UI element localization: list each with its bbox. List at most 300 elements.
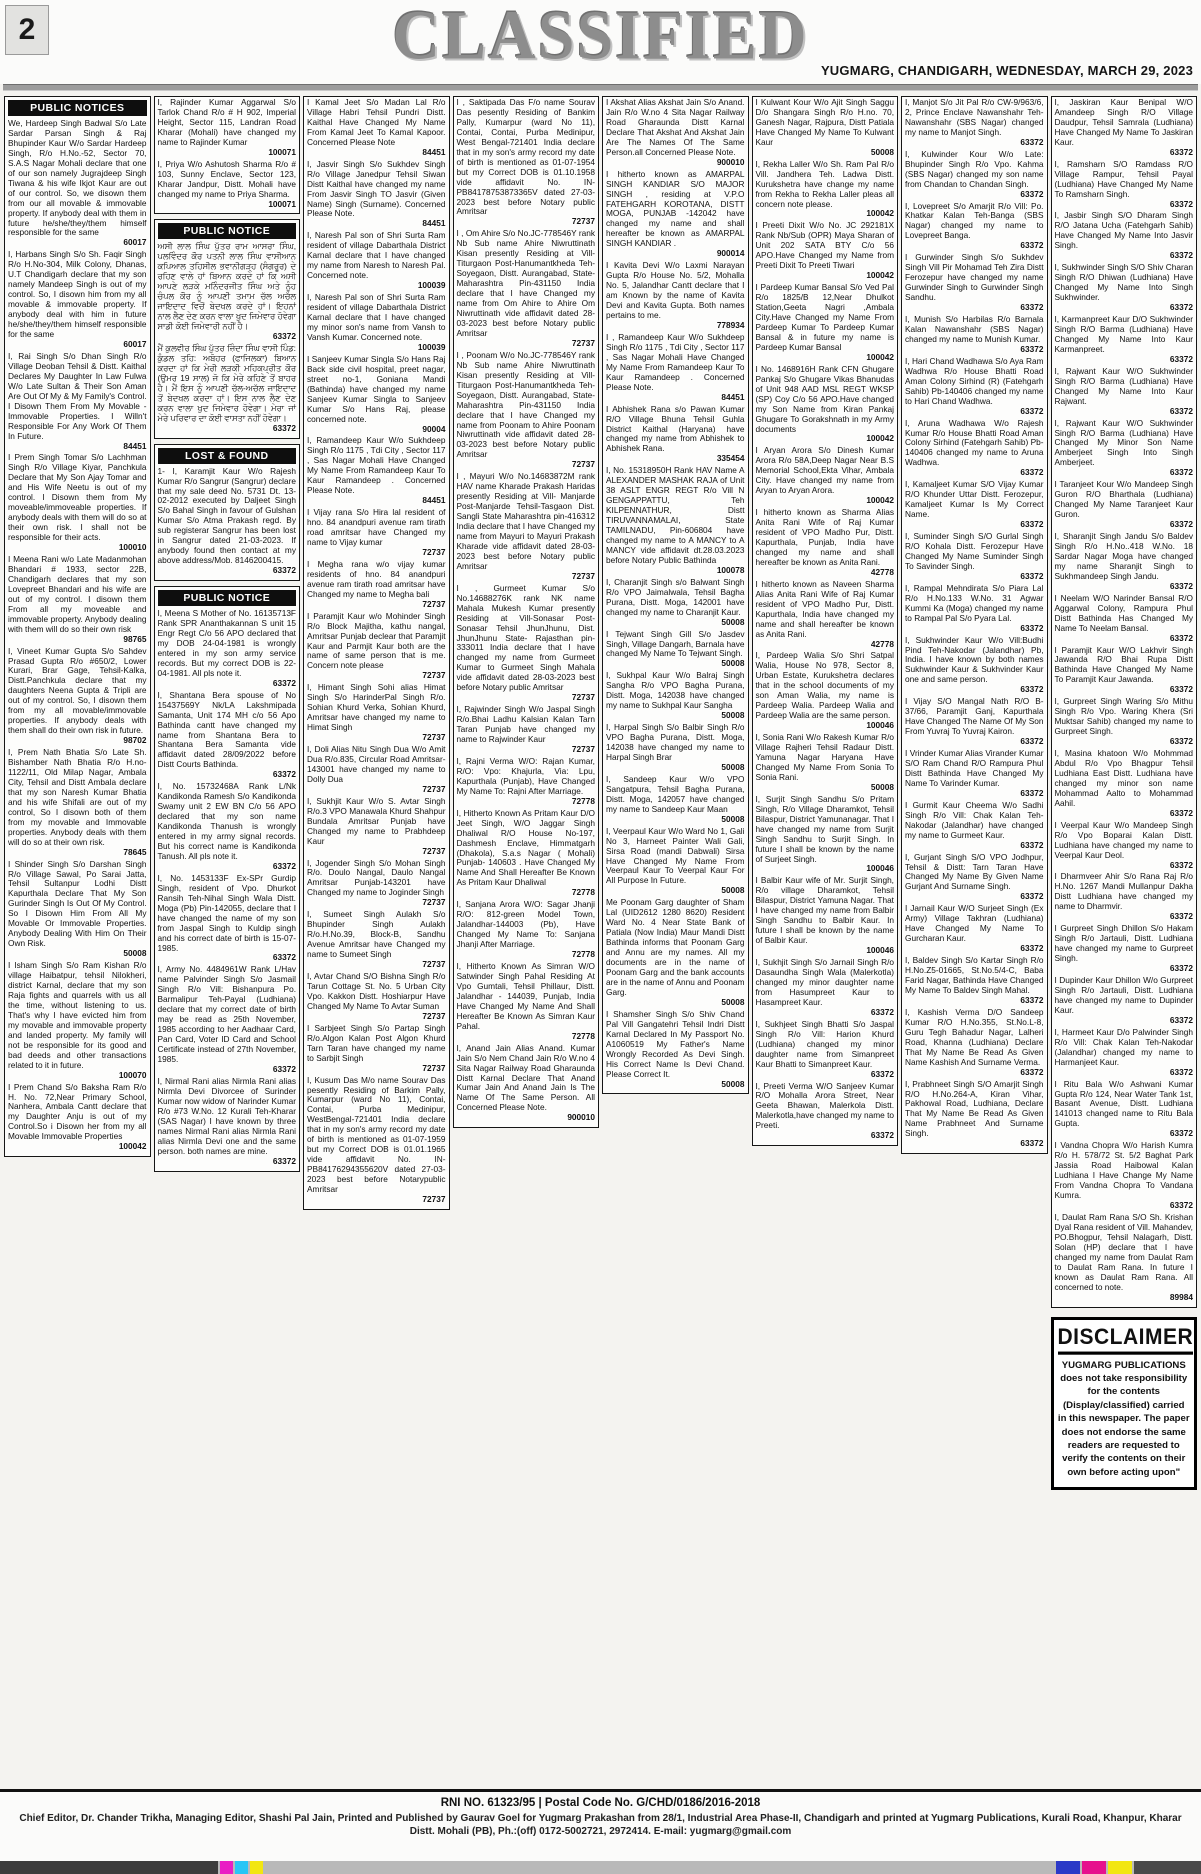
classified-ad-text: I Gurmit Kaur Cheema W/o Sadhi Singh R/o Vill: Chak Kalan Teh-Nakodar (Jalandhar) have changed my name to Gurmeet Kaur. (905, 799, 1044, 840)
classified-ad (1055, 419, 1194, 479)
classified-ad-text: I, Sukhpal Kaur W/o Balraj Singh Sangha R/o VPO Bagha Purana, Distt. Moga, 142038 have changed my name to Sukhpal Kaur Sangha (606, 670, 745, 711)
classified-ad (1055, 924, 1194, 974)
masthead (0, 0, 1201, 84)
classified-ad-id: 63372 (1020, 1138, 1044, 1149)
classified-ad (1055, 160, 1194, 210)
classified-ad (307, 160, 446, 230)
section-box (4, 96, 151, 1157)
classified-ad-text: I, Rajni Verma W/O: Rajan Kumar, R/O: Vpo: Khajurla, Via: Lpu, Kapurthala (Punjab), Have Changed My Name To: Rajni After Marriage. (456, 755, 595, 796)
classified-ad-text: I, Charanjit Singh s/o Balwant Singh R/o VPO Jaimalwala, Tehsil Bagha Purana, Distt. Moga, 142001 have changed my name to Charanjit Kaur. (606, 576, 745, 617)
classified-ad-text: I Megha rana w/o vijay kumar residents of hno. 84 anandpuri avenue ram tirath road amritsar have Changed my name to Megha bali (307, 558, 446, 599)
classified-ad-text: I , Saktipada Das F/o name Sourav Das pesently Residing of Bankim Pally, Kumarpur (ward No 11), Contai, Contai, Purba Medinipur, West Bengal-721401 India declare that in my son's army record my date of birth is mentioned as 01-07-1954 but my Correct DOB is 01.10.1958 vide affidavit No. IN-PB84178753873365V dated 27-03-2023 best before Notary public Amritsar (456, 97, 595, 217)
classified-ad-text: I, Doli Alias Nitu Singh Dua W/o Amit Dua R/o.835, Circular Road Amritsar-143001 have changed my name to Dolly Dua (307, 744, 446, 784)
classified-ad (756, 795, 895, 875)
classified-ad-id: 63372 (1169, 1128, 1193, 1139)
classified-ad-id: 100046 (866, 720, 894, 731)
section-header: PUBLIC NOTICE (158, 223, 297, 239)
classified-ad-id: 42778 (870, 638, 894, 649)
classified-ad-text: I Gurpreet Singh Dhillon S/o Hakam Singh R/o Jartauli, Distt. Ludhiana have changed my name to Gurpreet Singh. (1054, 923, 1193, 964)
classified-ad-id: 60017 (123, 338, 147, 349)
classified-ad (606, 405, 745, 465)
classified-ad (756, 446, 895, 506)
section-box (453, 96, 600, 1128)
registration-swatch-yellow-left (250, 1861, 263, 1874)
classified-ad-text: We, Hardeep Singh Badwal S/o Late Sardar Parsan Singh & Raj Bhupinder Kaur W/o Sardar Hardeep Singh, R/o H.No.-52, Sector 70, S.A.S Nagar Mohali declare that one of our son namely Jugrajdeep Singh Tiwana & his wife Ikjot Kaur are out of our control. So, we disown them from our all movable & immovable property. If anybody deal with them in future he/she/they/them himself responsible for the same (8, 118, 147, 238)
classified-ad-text: I Isham Singh S/o Ram Kishan R/o village Haibatpur, tehsil Nilokheri, district Karnal, declare that my son Raja fights and quarrels with us all the time, without listening to us. That's why I have evicted him from my movable and immovable property and landed property. My family will not be responsible for its good and bad deeds and other transactions related to it in future. (8, 960, 147, 1070)
classified-ad-id: 78645 (123, 846, 147, 857)
classified-ad (905, 1080, 1044, 1150)
classified-ad-id: 100039 (417, 280, 446, 291)
classified-ad-id: 72737 (422, 845, 446, 856)
classified-ad (8, 1083, 147, 1153)
classified-ad-id: 100071 (268, 198, 296, 209)
classified-ad-id: 63372 (1169, 198, 1193, 209)
classified-ad (756, 733, 895, 793)
column-5 (602, 96, 749, 1094)
classified-ad-text: I Meena Rani w/o Late Madanmohan Bhandari # 1933, sector 22B, Chandigarh declares that my son Lovepreet Bhandari and his wife are out of my control. I disown them From all my moveable and immovable property. Anybody dealing with them will do so their own risk (8, 553, 147, 634)
classified-ad-text: I, Jasvir Singh S/o Sukhdev Singh R/o Village Janedpur Tehsil Siwan Distt Kaithal have changed my name From Jasvir Singh TO Jasvir (Given Name) Singh (Surname). Concerned Please Note. (307, 158, 446, 219)
classified-ad (1055, 1141, 1194, 1211)
classified-ad-id: 72737 (571, 216, 595, 227)
classified-ad-id: 63372 (1169, 911, 1193, 922)
classified-ad-text: I, Veerpaul Kaur W/o Ward No 1, Gali No 3, Harneet Painter Wali Gali, Sirsa Road (mandi Dabwali) Sirsa Have Changed My Name From Veerpaul Kaur To Veerpal Kaur For All Purpose In Future. (606, 825, 745, 886)
classified-ad-text: I, Sukhjeet Singh Bhatti S/o Jaspal Singh R/o Vill: Harion Khurd (Ludhiana) changed my minor daughter name from Simanpreet Kaur Bhatti to Simanpreet Kaur. (755, 1018, 894, 1069)
classified-ad-text: I Gurwinder Singh S/o Sukhdev Singh Vill Pir Mohamad Teh Zira Distt Ferozepur have changed my name Gurwinder Singh to Gurwinder Singh Sandhu. (905, 252, 1044, 303)
classified-ad-text: I, Kashish Verma D/O Sandeep Kumar R/O H.No.355, St.No.L-8, Guru Tegh Bahadur Nagar, Lalheri Road, Khanna (Ludhiana) Declare That My Name Be Read As Given Name Kashish And Surname Verma. (905, 1006, 1044, 1067)
classified-ad-text: I, Hari Chand Wadhawa S/o Aya Ram Wadhwa R/o House Bhatti Road Aman Colony Sirhind (R) (Fatehgarh Sahib) Pb-140406 changed my name to Hari Chand Wadhwa. (905, 355, 1044, 406)
classified-ad-id: 72737 (422, 897, 446, 908)
classified-ad-id: 50008 (721, 616, 745, 627)
classified-ad (905, 584, 1044, 634)
classified-ad-text: I, No. 1453133F Ex-SPr Gurdip Singh, resident of Vpo. Dhurkot Ransih Teh-Nihal Singh Wala Distt. Moga (Pb) Pin-142055, declare that I have changed the name of my son from Jaspal Singh to Kuldip singh and his correct date of birth is 15-07-1985. (157, 872, 296, 953)
classified-ad-text: I, Harmeet Kaur D/o Palwinder Singh R/o Vill: Chak Kalan Teh-Nakodar (Jalandhar) changed my name to Harmanjeet Kaur. (1054, 1026, 1193, 1067)
classified-ad (307, 293, 446, 353)
classified-ad-text: I, Sandeep Kaur W/o VPO Sangatpura, Tehsil Bagha Purana, Distt. Moga, 142057 have changed my name to Sandeep Kaur Maan (606, 773, 745, 814)
registration-swatch-blue (1056, 1861, 1080, 1874)
classified-ad (606, 723, 745, 773)
classified-ad-id: 72778 (571, 795, 595, 806)
classified-ad-id: 63372 (1020, 787, 1044, 798)
classified-ad (8, 961, 147, 1080)
classified-ad-id: 84451 (123, 440, 147, 451)
classified-ad (158, 160, 297, 210)
classified-ad-id: 63372 (1020, 994, 1044, 1005)
classified-ad-id: 63372 (1169, 684, 1193, 695)
classified-ad (606, 827, 745, 897)
classified-ad-text: I, Pardeep Walia S/o Shri Satpal Walia, House No 978, Sector 8, Urban Estate, Kurukshetra declares that in the school documents of my son Aman Walia, my name is Pardeep Walia. Pardeep Walia and Pardeep Walia are the same person. (755, 650, 894, 721)
classified-ad-text: I hitherto known as Sharma Alias Anita Rani Wife of Raj Kumar resident of VPO Madho Pur, Distt. Kapurthala, Punjab, India have changed my name and shall hereafter be known as Anita Rani. (755, 507, 894, 567)
classified-ad (1055, 821, 1194, 871)
classified-ad (457, 705, 596, 755)
classified-ad (457, 98, 596, 227)
classified-ad-id: 63372 (1020, 943, 1044, 954)
classified-ad-id: 72737 (422, 783, 446, 794)
classified-ad-id: 72737 (422, 732, 446, 743)
classified-ad-text: I, Aruna Wadhawa W/o Rajesh Kumar R/o House Bhatti Road Aman Colony Sirhind (Fatehgarh Sahib) Pb-140406 changed my name to Aruna Wadhwa. (905, 417, 1044, 468)
classified-ad-id: 335454 (716, 453, 745, 464)
classified-ad (457, 757, 596, 807)
classified-ad (307, 910, 446, 970)
classified-ad-text: I hitherto known as Naveen Sharma Alias Anita Rani Wife of Raj Kumar resident of VPO Madho Pur, Distt. Kapurthala, India have changed my name and shall hereafter be known as Anita Rani. (755, 578, 894, 639)
classified-ad-id: 50008 (870, 146, 894, 157)
classified-ad (905, 532, 1044, 582)
classified-ad-text: I, Surjit Singh Sandhu S/o Pritam Singh, R/o Village Dharamkot, Tehsil Bilaspur, District Yamunanagar. That I have changed my name from Surjit Singh Sandhu to Surjit Singh. In future I shall be known by the name of Surjeet Singh. (755, 793, 894, 864)
classified-ad-text: I, Prabhneet Singh S/O Amarjit Singh R/O H.No.264-A, Kiran Vihar, Pakhowal Road, Ludhiana, Declare That My Name Be Read As Given Name Prabhneet And Surname Singh. (905, 1078, 1044, 1139)
disclaimer-body: YUGMARG PUBLICATIONS does not take responsibility for the contents (Display/classified) carried in this newspaper. The paper does not endorse the same readers are requested to verify the contents on their own before acting upon" (1057, 1359, 1190, 1478)
classified-ad-id: 63372 (1169, 353, 1193, 364)
classified-ad-id: 63372 (1020, 891, 1044, 902)
classified-ad (8, 860, 147, 960)
footer-imprint-line: Chief Editor, Dr. Chander Trikha, Managing Editor, Shashi Pal Jain, Printed and Published by Gaurav Goel for Yugmarg Prakashan from 28/1, Industrial Area Phase-II, Chandigarh and printed at Yugmarg Publications, Kurali Road, Khanpur, Kharar Distt. Mohali (PB), Ph.:(off) 0172-5002721, 2972414. E-mail: yugmarg@gmail.com (19, 1813, 1182, 1837)
classified-ad (905, 150, 1044, 200)
classified-ad (8, 453, 147, 553)
classified-ad-id: 60017 (123, 237, 147, 248)
classified-ad (158, 965, 297, 1074)
classified-ad-id: 72778 (571, 887, 595, 898)
classified-ad-id: 100042 (866, 351, 894, 362)
classified-ad (606, 333, 745, 403)
classified-ad (905, 904, 1044, 954)
classified-ad-text: I, Rekha Laller W/o Sh. Ram Pal R/o Vill. Jandhera Teh. Ladwa Distt. Kurukshetra have change my name from Rekha to Rekha Laller pleas all concern note please. (755, 158, 894, 209)
classified-ad-id: 63372 (272, 1155, 296, 1166)
classified-ad (756, 98, 895, 158)
classified-ad-text: I, Anand Jain Alias Anand. Kumar Jain S/o Nem Chand Jain R/o W.no 4 Sita Nagar Railway Road Gharaunda Distt Karnal Declare That Anand Kumar Jain And Anand Jain Is The Name Of The Same Person. All Concerned Please Note. (456, 1042, 595, 1113)
classified-ad-text: I, Sukhwinder Kaur W/o Vill:Budhi Pind Teh-Nakodar (Jalandhar) Pb, India. I have known by both names Sukhwinder Kaur & Sukhvinder Kaur one and same person. (905, 634, 1044, 685)
classified-ad-id: 63372 (870, 1068, 894, 1079)
classified-ad (905, 853, 1044, 903)
disclaimer-box (1051, 1317, 1198, 1491)
classified-ad (905, 480, 1044, 530)
classified-ad (307, 231, 446, 291)
classified-ad-text: I, Gurjant Singh S/O VPO Jodhpur, Tehsil & Distt: Tarn Taran Have Changed My Name By Given Name Gurjant And Surname Singh. (905, 851, 1044, 892)
section-box (154, 444, 301, 581)
classified-ad-id: 50008 (870, 781, 894, 792)
classified-ad (1055, 532, 1194, 592)
classified-ad-id: 50008 (721, 658, 745, 669)
classified-ad (457, 229, 596, 348)
classified-ad (158, 242, 297, 342)
classified-ad-id: 100042 (118, 1141, 147, 1152)
registration-swatch-dark-right (1134, 1861, 1201, 1874)
registration-swatch-dark-left (0, 1861, 218, 1874)
classified-ad (1055, 480, 1194, 530)
classified-ad-id: 63372 (1020, 736, 1044, 747)
classified-ad-id: 63372 (272, 769, 296, 780)
classified-ad-text: I hitherto known as AMARPAL SINGH KANDIAR S/O MAJOR SINGH , residing at V.P.O FATEHGARH KOROTANA, DISTT MOGA, PUNJAB -142042 have changed my name and shall hereafter be known as AMARPAL SINGH KANDIAR . (606, 168, 745, 249)
classified-ad (307, 745, 446, 795)
classified-ad (457, 809, 596, 899)
classified-ad-id: 98702 (123, 735, 147, 746)
classified-ad-id: 72737 (422, 1062, 446, 1073)
registration-swatch-cyan-left (235, 1861, 248, 1874)
classified-ad-text: I Jarnail Kaur W/O Surjeet Singh (Ex Army) Village Takhran (Ludhiana) Have Changed My Name To Gurcharan Kaur. (905, 903, 1044, 944)
classified-ad (905, 419, 1044, 479)
classified-ad-id: 900010 (716, 156, 745, 167)
classified-ad-text: I, Himant Singh Sohi alias Himat Singh S/o HarinderPal Singh R/o. Sohian Khurd Verka, Sohian Khurd, Amritsar have changed my name to Himat Singh (307, 682, 446, 733)
section-header: PUBLIC NOTICES (8, 100, 147, 116)
classified-ad (8, 352, 147, 452)
classified-ad-text: I Ritu Bala W/o Ashwani Kumar Gupta R/o 124, Near Water Tank 1st, Basant Avenue, Distt. Ludhiana 141013 changed name to Ritu Bala Gupta. (1054, 1078, 1193, 1129)
classified-ad-text: I Abhishek Rana s/o Pawan Kumar R/O Village Bhuna Tehsil Guhla District Kaithal (Haryana) have changed my name from Abhishek to Abhishek Rana. (606, 403, 745, 454)
classified-ad (905, 315, 1044, 355)
classified-ad-id: 89984 (1169, 1291, 1193, 1302)
classified-ad (1055, 315, 1194, 365)
classified-ad (1055, 98, 1194, 158)
classified-ad-id: 50008 (123, 948, 147, 959)
classified-ad (606, 898, 745, 1007)
classified-ad (756, 1020, 895, 1080)
classified-ad (158, 609, 297, 689)
section-box (303, 96, 450, 1210)
classified-ad-id: 100042 (866, 433, 894, 444)
classified-ad-id: 63372 (1169, 467, 1193, 478)
classified-ad (307, 797, 446, 857)
classified-ad (1055, 594, 1194, 644)
classified-ad-id: 63372 (1020, 1066, 1044, 1077)
classified-ad (756, 160, 895, 220)
classified-ad (606, 466, 745, 575)
classified-ad (905, 98, 1044, 148)
classified-ad-id: 900014 (716, 248, 745, 259)
classified-ad-text: I, Manjot S/o Jit Pal R/o CW-9/963/6, 2, Prince Enclave Nawanshahr Teh-Nawanshahr (SBS Nagar) changed my name to Manjot Singh. (905, 97, 1044, 137)
page-title: CLASSIFIED (392, 0, 809, 75)
classified-ad-id: 84451 (422, 146, 446, 157)
classified-ad-text: I , Om Ahire S/o No.JC-778546Y rank Nb Sub name Ahire Niwruttinath Kisan presently Residing at Vill-Titurgaon Post-Hanumantkheda Teh-Soyegaon, Distt. Aurangabad, State- Maharashtra Pin-431150 India declare that I have Changed my name from Om Ahire to Ahire Om Niwruttinath vide affidavit dated 28-03-2023 best before Notary public Amritsar (456, 228, 595, 338)
section-box (752, 96, 899, 1146)
classified-ad (905, 1008, 1044, 1078)
classified-ad-text: I Vijay S/O Mangal Nath R/O B-37/66, Paramjit Ganj, Kapurthala Have Changed The Name Of My Son From Yuvraj To Yuvraj Kairon. (905, 696, 1044, 737)
disclaimer-title: DISCLAIMER (1058, 1325, 1194, 1354)
classified-ad (307, 436, 446, 506)
masthead-rule (3, 84, 1198, 91)
classified-ad (756, 221, 895, 281)
classified-ad-text: I, Karmanpreet Kaur D/O Sukhwinder Singh R/O Barma (Ludhiana) Have Changed My Name Into Kaur Karmanpreet. (1054, 314, 1193, 354)
classified-ad (307, 355, 446, 435)
classified-ad (158, 874, 297, 964)
classified-ad-text: I, Jaskiran Kaur Benipal W/O Amandeep Singh R/O Village Daudpur, Tehsil Samrala (Ludhiana) Have Changed My Name To Jaskiran Kaur. (1054, 97, 1193, 147)
classified-ad-id: 63372 (1169, 302, 1193, 313)
classified-ad-id: 42778 (870, 566, 894, 577)
classified-ad-text: I, Naresh Pal son of Shri Surta Ram resident of village Dabarthala District Karnal declare that I have changed my minor son's name from Vansh to Vansh Kumar. Concerned note. (307, 292, 446, 342)
classified-ad (606, 671, 745, 721)
classified-ad-text: I Pardeep Kumar Bansal S/o Ved Pal R/o 1825/B 12,Near Dhulkot Station,Geeta Nagri ,Ambala City.Have Changed my Name From Pardeep Kumar To Pardeep Kumar Bansal & in future my name is Pardeep Kumar Bansal (755, 282, 894, 352)
classified-ad-id: 63372 (1020, 188, 1044, 199)
classified-ad-id: 100071 (268, 146, 296, 157)
classified-ad-text: I Balbir Kaur wife of Mr. Surjit Singh, R/o village Dharamkot, Tehsil Bilaspur, District Yamuna Nagar. That I have changed my name from Balbir Singh Sandhu to Balbir Kaur. In future I shall be known by the name of Balbir Kaur. (755, 875, 894, 946)
classified-ad (606, 775, 745, 825)
classified-ad-id: 900010 (567, 1112, 595, 1123)
classified-ad (756, 1082, 895, 1142)
classified-ad-text: I, Gurpreet Singh Waring S/o Mithu Singh R/o Vpo. Waring Khera (Sri Muktsar Sahib) changed my name to Gurpreet Singh. (1054, 696, 1193, 737)
classified-ad-id: 63372 (272, 677, 296, 688)
classified-ad-text: I, Prem Nath Bhatia S/o Late Sh. Bishamber Nath Bhatia R/o H.no-1122/11, Old Milap Nagar, Ambala City, Tehsil and Distt Ambala declare that my son Naresh Kumar Bhatia and his wife Shifali are out of my control, So I disown both of them from my movable and Immovable properties. Anybody deals with them will do so at their own risk. (8, 747, 147, 847)
classified-ad (1055, 1213, 1194, 1303)
classified-ad-text: I, Rajinder Kumar Aggarwal S/o Tarlok Chand R/o # H 902, Imperial Height, Sector 115, Landran Road Kharar (Mohali) have changed my name to Rajinder Kumar (157, 97, 296, 147)
classified-ad (905, 202, 1044, 252)
classified-ad (307, 508, 446, 558)
classified-ad-text: I, Rampal Mehndirata S/o Piara Lal R/o H.No.133 W.No. 31 Agwar Kummi Ka (Moga) changed my name to Rampal Pal S/o Pyara Lal. (905, 582, 1044, 623)
classified-ad-id: 100046 (866, 945, 894, 956)
classified-ad-text: I No. 1468916H Rank CFN Ghugare Pankaj S/o Ghugare Vikas Bhanudas of Unit 948 AAD MSL REGT WKSP (SP) Coy C/o 56 APO.Have changed my Son Name from Kiran Pankaj Ghugare To Gorakshnath in my Army documents (755, 363, 894, 434)
classified-ad (905, 636, 1044, 696)
column-4 (453, 96, 600, 1128)
classified-ad (1055, 872, 1194, 922)
classified-ad-id: 63372 (272, 565, 296, 576)
classified-ad (905, 697, 1044, 747)
classified-ad-text: 1- I, Karamjit Kaur W/o Rajesh Kumar R/o Sangrur (Sangrur) declare that my sale deed No. 5731 Dt. 13-02-2012 executed by Daljeet Singh S/o Bahal Singh in favour of Gulshan Kumar S/o Atma Prakash regd. By sub registerar Sangrur has been lost in Sangrur dated 21-03-2023. If anybody found then contact at my above address/Mob. 8146200415. (157, 465, 296, 566)
classified-ad-id: 63372 (1020, 467, 1044, 478)
classified-ad (457, 962, 596, 1042)
classified-ad-text: I, Priya W/o Ashutosh Sharma R/o # 103, Sunny Enclave, Sector 123, Kharar Jandpur, Distt. Mohali have changed my name to Priya Sharma. (157, 158, 296, 199)
classified-ad-text: I, Sanjana Arora W/O: Sagar Jhanji R/O: 812-green Model Town, Jalandhar-144003 (Pb), Have Changed My Name To: Sanjana Jhanji After Marriage. (456, 899, 595, 950)
classified-ad-text: I, Masina khatoon W/o Mohmmad Abdul R/o Vpo Bhagpur Tehsil Ludhiana East Distt. Ludhiana have changed my minor son name Mohammad Aalto to Mohammad Aahil. (1054, 748, 1193, 808)
classified-ad-id: 63372 (1169, 1066, 1193, 1077)
dateline: YUGMARG, CHANDIGARH, WEDNESDAY, MARCH 29, 2023 (820, 63, 1193, 78)
classified-ad (307, 612, 446, 682)
classified-ad-text: I Prem Singh Tomar S/o Lachhman Singh R/o Village Kiyar, Panchkula Declare that My Son Ajay Tomar and and His Wife Neetu is out of my control. I Disown them from My moveable/immoveable properties. If anybody deals with them will do so at their own risk. I shall not be responsible for their acts. (8, 452, 147, 543)
classified-ad-text: I, Rajwant Kaur W/O Sukhwinder Singh R/O Barma (Ludhiana) Have Changed My Minor Son Name Amberjeet Singh Into Singh Amberjeet. (1054, 417, 1193, 468)
classified-ad-id: 63372 (1169, 405, 1193, 416)
classified-ad (8, 250, 147, 350)
classified-ad (1055, 1028, 1194, 1078)
classified-ad-text: I, Rai Singh S/o Dhan Singh R/o Village Deoban Tehsil & Distt. Kaithal Declares My Daughter In Law Fulwa W/o Late Sultan & Their Son Aman Are Out Of My & My Family's Control. I Disown Them From My Movable - Immovable Properties. I Willn't Responsible For Any Work Of Them In Future. (8, 350, 147, 441)
classified-ad (307, 1076, 446, 1205)
classified-ad-text: I, Avtar Chand S/O Bishna Singh R/o Tarun Cottage St. No. 5 Urban City Vpo. Kakkon Distt. Hoshiarpur Have Changed My Name To Avtar Suman (307, 971, 446, 1011)
classified-ad-text: I Paramjit Kaur W/O Lakhvir Singh Jawanda R/O Bhai Rupa Distt Bathinda Have Changed My Name To Paramjit Kaur Jawanda. (1054, 644, 1193, 685)
section-box (154, 219, 301, 438)
classified-ad (307, 972, 446, 1022)
classified-ad-id: 50008 (721, 996, 745, 1007)
classified-ad (158, 782, 297, 872)
classified-ad (756, 958, 895, 1018)
column-6 (752, 96, 899, 1146)
classified-ad (756, 365, 895, 445)
classified-ad-id: 63372 (1169, 859, 1193, 870)
classified-ad-id: 63372 (1020, 839, 1044, 850)
classified-ad-text: I, No. 15318950H Rank HAV Name A ALEXANDER MASHAK RAJA of Unit 38 ASLT ENGR REGT R/o Vill N GENGAPPATTU, Teh KILPENNATHUR, Distt TIRUVANNAMALAI, State TAMILNADU, Pin-606804 have changed my name to A MANCY to A MANCY vide affidavit dt.28.03.2023 before Notary Public Bathinda (606, 465, 745, 565)
classified-ad (8, 647, 147, 747)
classified-ad-id: 100042 (866, 495, 894, 506)
registration-swatch-yellow (1108, 1861, 1132, 1874)
classified-ad (1055, 749, 1194, 819)
classified-ad-id: 63372 (1020, 519, 1044, 530)
classified-ad-id: 84451 (721, 391, 745, 402)
classified-ad (457, 584, 596, 703)
page-number: 2 (5, 5, 49, 55)
classified-ad-text: I, Hitherto Known As Pritam Kaur D/O Jeet Singh, W/O Jaggar Singh Dhaliwal R/O House No-197, Dashmesh Enclave, Himmatgarh (Dhakola), S.a.s Nagar ( Mohali) Punjab- 140603 . Have Changed My Name And Shall Hereafter Be Known As Pritam Kaur Dhaliwal (456, 807, 595, 888)
classified-ad-id: 72737 (422, 1010, 446, 1021)
classified-ad (1055, 976, 1194, 1026)
classified-ad (905, 253, 1044, 313)
classified-ad (307, 560, 446, 610)
classified-ad-id: 72737 (571, 744, 595, 754)
classified-ad-text: I , Ramandeep Kaur W/o Sukhdeep Singh R/o 1175 , Tdi City , Sector 117 , Sas Nagar Mohali Have Changed My Name From Ramandeep Kaur To Kaur Ramandeep . Concerned Please Note. (606, 331, 745, 392)
classified-ad-text: I Vrinder Kumar Alias Virander Kumar S/O Ram Chand R/O Rampura Phul Distt Bathinda Have Changed My Name To Varinder Kumar. (905, 748, 1044, 788)
classified-ad-id: 63372 (1169, 1199, 1193, 1210)
classified-ad (756, 508, 895, 578)
classified-ad-text: I, Ramandeep Kaur W/o Sukhdeep Singh R/o 1175 , Tdi City , Sector 117 , Sas Nagar Mohali Have Changed My Name From Ramandeep Kaur To Kaur Ramandeep . Concerned Please Note. (307, 435, 446, 496)
classified-ad-text: I Taranjeet Kour W/o Mandeep Singh Guron R/O Bharthala (Ludhiana) Changed My Name Taranjeet Kaur Guron. (1054, 479, 1193, 520)
classified-ad (8, 748, 147, 857)
classified-ad-id: 90004 (422, 423, 446, 434)
classified-ad-text: I, Nirmal Rani alias Nirmla Rani alias Nirmla Devi Divorcee of Surinder Kumar now widow of Narinder Kumar R/o #73 W.No. 12 Kurali Teh-Kharar (SAS Nagar) I have known by three names Nirmal Rani alias Nirmla Rani alias Nirmla Devi one and the same person. both names are mine. (157, 1075, 296, 1156)
classified-ad-id: 72737 (571, 692, 595, 703)
classified-ad-text: I Kulwant Kour W/o Ajit Singh Saggu D/o Shangara Singh R/o H.no. 70, Ganesh Nagar, Rajpura, Distt Patiala Have Changed My Name To Kulwant Kaur (755, 97, 894, 147)
classified-ad-text: I , Mayuri W/o No.14683872M rank HAV name Kharade Prakash Haridas presently Residing at Vill- Manjarde Post-Manjarde Tehsil-Tasgaon Dist. Sangli State Maharashtra pin-416312 India declare that I have Changed my name from Mayuri to Mayuri Prakash Kharade vide affidavit dated 28-03-2023 best before Notary public Amritsar (456, 471, 595, 571)
classified-ad-text: I Paramjit Kaur w/o Mohinder Singh R/o Block Majitha, kathu nangal, Amritsar Punjab declear that Paramjit Kaur and Parmjit Kaur both are the name of same person that is me. Concern note please (307, 610, 446, 671)
classified-ad (307, 859, 446, 909)
classified-ad-text: ਮੈਂ ਕੁਲਵੀਰ ਸਿੰਘ ਪੁੱਤਰ ਜ਼ਿੰਦਾ ਸਿੰਘ ਵਾਸੀ ਪਿੰਡ: ਕੁੰਡਲ ਤਹਿ: ਅਬੋਹਰ (ਫਾਜਿਲਕਾ) ਬਿਆਨ ਕਰਦਾ ਹਾਂ ਕਿ ਮੇਰੀ ਲੜਕੀ ਮਹਿਕਪ੍ਰੀਤ ਕੌਰ (ਉਮਰ 19 ਸਾਲ) ਜੋ ਕਿ ਮੇਰੇ ਕਹਿਣੇ ਤੋਂ ਬਾਹਰ ਹੈ। ਮੈਂ ਇਸ ਨੂੰ ਆਪਣੀ ਚੱਲ-ਅਚੱਲ ਜਾਇਦਾਦ ਤੋਂ ਬੇਦਖਲ ਕਰਦਾ ਹਾਂ। ਇਸ ਨਾਲ ਲੈਣ ਦੇਣ ਕਰਨ ਵਾਲਾ ਖੁਦ ਜਿਮੇਵਾਰ ਹੋਵੇਗਾ। ਮੇਰਾ ਜਾਂ ਮੇਰੇ ਪਰਿਵਾਰ ਦਾ ਕੋਈ ਵਾਸਤਾ ਨਹੀਂ ਹੋਵੇਗਾ। (157, 343, 296, 423)
classified-ad-text: I, Lovepreet S/o Amarjit R/o Vill: Po. Khatkar Kalan Teh-Banga (SBS Nagar) changed my name to Lovepreet Banga. (905, 200, 1044, 241)
classified-ad-id: 100046 (866, 863, 894, 874)
classified-ad-id: 72737 (422, 546, 446, 557)
column-1 (4, 96, 151, 1157)
classified-ad (158, 1077, 297, 1167)
section-header: PUBLIC NOTICE (158, 590, 297, 606)
classified-ad-id: 63372 (1169, 807, 1193, 818)
classified-ad-id: 98765 (123, 633, 147, 644)
classified-ad (1055, 211, 1194, 261)
classified-ad-text: I, Sumeet Singh Aulakh S/o Bhupinder Singh Aulakh R/o.H.No.39, Block-B, Sandhu Avenue Amritsar have Changed my name to Sumeet Singh (307, 909, 446, 960)
classified-ad (158, 98, 297, 158)
classified-ad-text: I Veerpal Kaur W/o Mandeep Singh R/o Vpo Boparai Kalan Distt. Ludhiana have changed my name to Veerpal Kaur Deol. (1054, 819, 1193, 860)
classified-ad (307, 98, 446, 158)
classified-ad-text: I, Sharanjit Singh Jandu S/o Baldev Singh R/o H.No..418 W.No. 18 Sardar Nagar Moga have changed my name Sharanjit Singh to Sukhmandeep Singh Jandu. (1054, 531, 1193, 581)
classified-ad-text: I, Preeti Verma W/O Sanjeev Kumar R/O Mohalla Arora Street, Near Geeta Bhawan, Malerkola Distt. Malerkotla,have changed my name to Preeti. (755, 1080, 894, 1131)
classified-ad (606, 98, 745, 168)
classified-ad (1055, 646, 1194, 696)
classified-ad-text: I, Sukhwinder Singh S/O Shiv Charan Singh R/O Dhiwan (Ludhiana) Have Changed My Name Into Singh Sukhwinder. (1054, 262, 1193, 303)
classified-ad-id: 100042 (866, 208, 894, 219)
classified-ad-id: 63372 (1169, 580, 1193, 591)
classified-ad-text: I, Vineet Kumar Gupta S/o Sahdev Prasad Gupta R/o #650/2, Lower Kurari, Brar Gage, Tehsil-Kalka, Distt.Panchkula declare that my daughters Neena Gupta & Tripli are out of my control. So, I disown them from my all movable/immovable properties. If anybody deals with them shall do their own risk in future. (8, 645, 147, 736)
classified-ad (1055, 367, 1194, 417)
classified-ad (457, 472, 596, 581)
classified-ad-text: I, Sukhjit Kaur W/o S. Avtar Singh R/o.3 VPO Manawala Khurd Shahpur Bundala Amritsar Punjab have Changed my name to Prabhdeep Kaur (307, 795, 446, 846)
classified-ad-text: I, Harpal Singh S/o Balbir Singh R/o VPO Bagha Purana, Distt. Moga, 142038 have changed my name to Harpal Singh Brar (606, 722, 745, 762)
column-3 (303, 96, 450, 1210)
section-box (901, 96, 1048, 1154)
classified-ad (8, 555, 147, 645)
classified-ad-text: I, Suminder Singh S/O Gurlal Singh R/O Kohala Distt. Ferozepur Have Changed My Name Suminder Singh To Savinder Singh. (905, 531, 1044, 571)
classified-ad-text: I, Kusum Das M/o name Sourav Das pesently Residing of Barkim Pally, Kumarpur (ward No 11), Contai, Contai, Purba Medinipur, WestBengal-721401 India declare that in my son's army record my date of birth is mentioned as 01-07-1959 but my Correct DOB is 01.01.1965 vide affidavit No. IN-PB84176294355620V dated 27-03-2023 best before Notarypublic Amritsar (307, 1074, 446, 1195)
classified-ad-id: 100010 (118, 542, 147, 553)
classified-ad-id: 50008 (721, 813, 745, 824)
classified-ad-text: I, Rajwant Kaur W/O Sukhwinder Singh R/O Barma (Ludhiana) Have Changed My Name Into Kaur Rajwant. (1054, 365, 1193, 406)
classified-ad-id: 63372 (272, 331, 296, 342)
column-8 (1051, 96, 1198, 1490)
column-2 (154, 96, 301, 1172)
classified-ad-id: 63372 (1169, 519, 1193, 530)
classified-ad-text: I Dupinder Kaur Dhillon W/o Gurpreet Singh R/o Jartauli, Distt. Ludhiana have changed my name to Dupinder Kaur. (1054, 975, 1193, 1015)
registration-swatch-magenta (1082, 1861, 1106, 1874)
classified-ad (457, 900, 596, 960)
classified-ad (158, 691, 297, 781)
classified-ad (606, 170, 745, 260)
classified-ad-text: I, Munish S/o Harbilas R/o Barnala Kalan Nawanshahr (SBS Nagar) changed my name to Munish Kumar. (905, 314, 1044, 344)
classified-ad-id: 72737 (571, 337, 595, 348)
classified-ad-id: 100078 (716, 564, 745, 575)
classified-ad-text: I Shamsher Singh S/o Shiv Chand Pal Vill Gangatehri Tehsil Indri Distt Karnal Declared In My Passport No. A1060519 My Father's Name Wrongly Recorded As Devi Singh. His Correct Name Is Devi Chand. Please Correct It. (606, 1008, 745, 1079)
classified-ad-id: 63372 (1020, 240, 1044, 251)
classified-ad-text: I, Ramsharn S/O Ramdass R/O Village Rampur, Tehsil Payal (Ludhiana) Have Changed My Name To Ramsharn Singh. (1054, 158, 1193, 199)
classified-ad-id: 100039 (417, 341, 446, 352)
classified-ad-text: I, No. 15732468A Rank L/Nk Kandikonda Ramesh S/o Kandikonda Swamy unit 2 EW BN C/o 56 APO declared that my son name Kandikonda Thanush is wrongly entered in my army signal records. But his correct name is Kandikonda Tanush. All pls note it. (157, 781, 296, 861)
classified-ad-id: 72778 (571, 1030, 595, 1041)
classified-ad-text: I , Poonam W/o No.JC-778546Y rank Nb Sub name Ahire Niwruttinath Kisan presently Residing at Vill-Titurgaon Post-Hanumantkheda Teh-Soyegaon, Distt. Aurangabad, State- Maharashtra Pin-431150 India declare that I have Changed my name from Poonam to Ahire Poonam Niwruttinath vide affidavit dated 28-03-2023 best before Notary public Amritsar (456, 349, 595, 460)
classified-ad-id: 72737 (422, 670, 446, 681)
footer-rni-line: RNI NO. 61323/95 | Postal Code No. G/CHD/0186/2016-2018 (440, 1797, 761, 1809)
